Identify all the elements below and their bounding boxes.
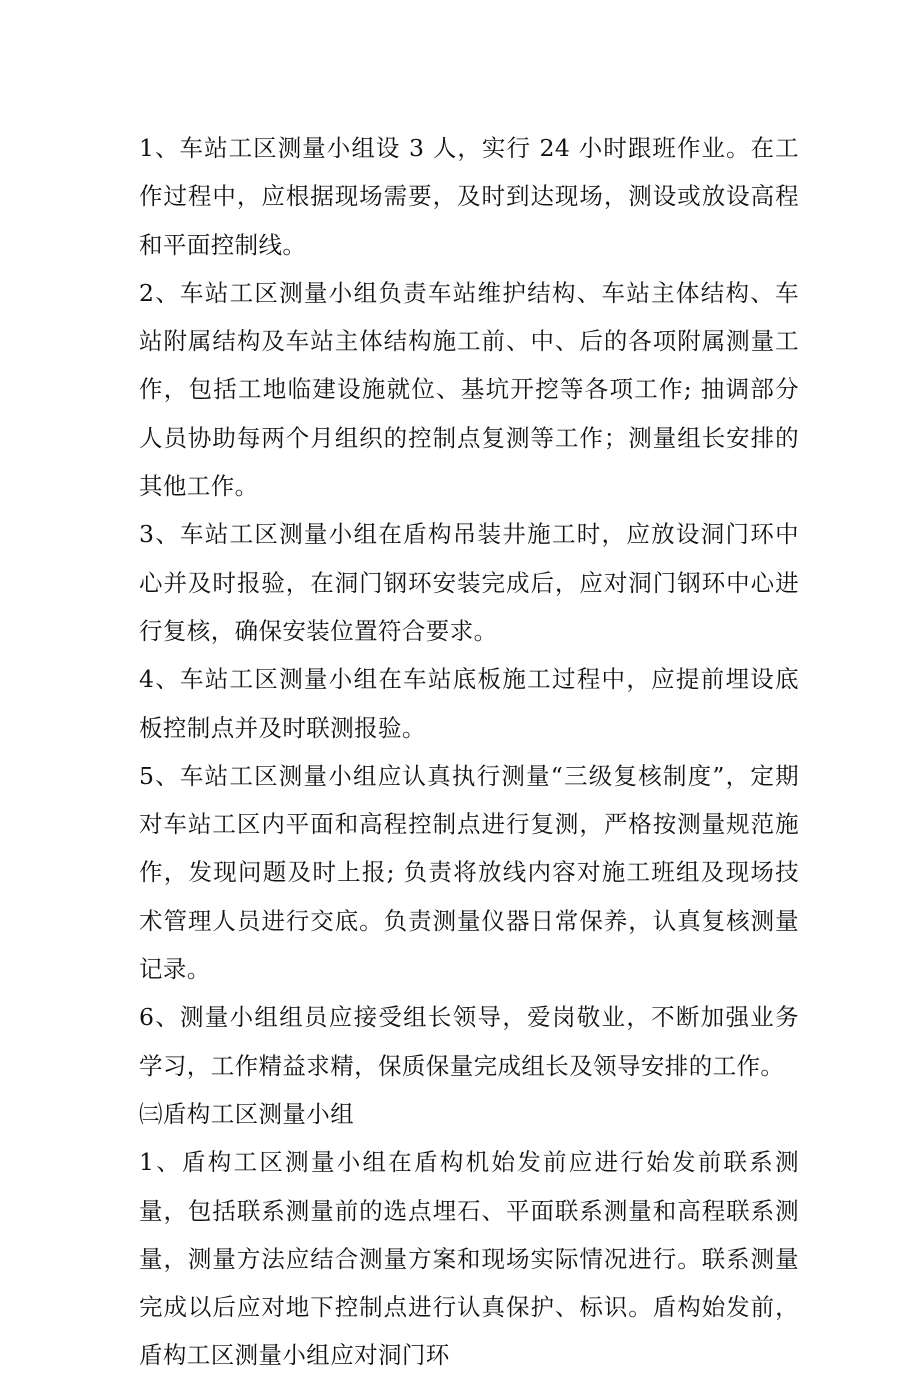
paragraph-station-team-staffing: 1、车站工区测量小组设 3 人，实行 24 小时跟班作业。在工作过程中，应根据现场需要，及时到达现场，测设或放设高程和平面控制线。 <box>139 134 799 259</box>
paragraph-floor-slab-control-points: 4、车站工区测量小组在车站底板施工过程中，应提前埋设底板控制点并及时联测报验。 <box>139 665 799 742</box>
paragraph-station-team-responsibilities: 2、车站工区测量小组负责车站维护结构、车站主体结构、车站附属结构及车站主体结构施工前、中、后的各项附属测量工作，包括工地临建设施就位、基坑开挖等各项工作; 抽调部分人员协助每两个月组织的控制点复测等工作；测量组长安排的其他工作。 <box>139 278 799 501</box>
paragraph-shaft-construction-survey: 3、车站工区测量小组在盾构吊装井施工时，应放设洞门环中心并及时报验，在洞门钢环安装完成后，应对洞门钢环中心进行复核，确保安装位置符合要求。 <box>139 520 799 645</box>
section-heading-shield-team: ㈢盾构工区测量小组 <box>139 1099 355 1128</box>
paragraph-member-duties: 6、测量小组组员应接受组长领导，爱岗敬业，不断加强业务学习，工作精益求精，保质保量完成组长及领导安排的工作。 <box>139 1003 799 1080</box>
paragraph-three-level-verification: 5、车站工区测量小组应认真执行测量“三级复核制度”，定期对车站工区内平面和高程控制点进行复测，严格按测量规范施作，发现问题及时上报; 负责将放线内容对施工班组及现场技术管理人员进行交底。负责测量仪器日常保养，认真复核测量记录。 <box>139 761 799 984</box>
paragraph-shield-launch-survey: 1、盾构工区测量小组在盾构机始发前应进行始发前联系测量，包括联系测量前的选点埋石、平面联系测量和高程联系测量，测量方法应结合测量方案和现场实际情况进行。联系测量完成以后应对地下控制点进行认真保护、标识。盾构始发前，盾构工区测量小组应对洞门环 <box>139 1148 799 1370</box>
document-body <box>139 124 799 1380</box>
